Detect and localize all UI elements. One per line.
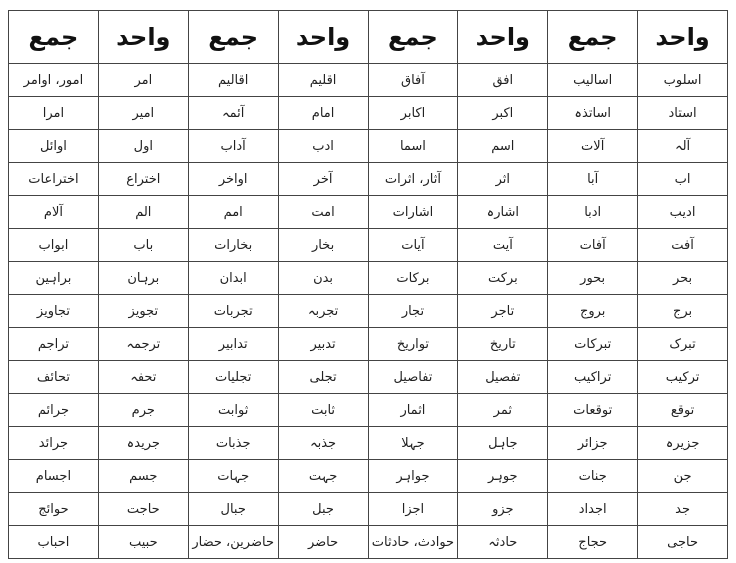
plural-cell: براہین xyxy=(9,262,99,295)
plural-cell: اجداد xyxy=(548,493,638,526)
singular-cell: جہت xyxy=(278,460,368,493)
plural-cell: آلام xyxy=(9,196,99,229)
singular-cell: امر xyxy=(98,64,188,97)
plural-cell: اسما xyxy=(368,130,458,163)
singular-cell: جزیرہ xyxy=(638,427,728,460)
plural-cell: امرا xyxy=(9,97,99,130)
singular-cell: اقلیم xyxy=(278,64,368,97)
singular-cell: حاضر xyxy=(278,526,368,559)
singular-cell: تجربہ xyxy=(278,295,368,328)
singular-cell: حاجت xyxy=(98,493,188,526)
plural-cell: آفات xyxy=(548,229,638,262)
singular-cell: تجلی xyxy=(278,361,368,394)
plural-cell: حوادث، حادثات xyxy=(368,526,458,559)
plural-cell: تجربات xyxy=(188,295,278,328)
plural-cell: اواخر xyxy=(188,163,278,196)
singular-cell: اب xyxy=(638,163,728,196)
singular-cell: تبرک xyxy=(638,328,728,361)
plural-cell: اقالیم xyxy=(188,64,278,97)
header-plural: جمع xyxy=(188,11,278,64)
plural-cell: اسالیب xyxy=(548,64,638,97)
table-row xyxy=(9,295,728,328)
plural-cell: امور، اوامر xyxy=(9,64,99,97)
plural-cell: ابواب xyxy=(9,229,99,262)
singular-cell: جبل xyxy=(278,493,368,526)
plural-cell: جرائم xyxy=(9,394,99,427)
singular-cell: جسم xyxy=(98,460,188,493)
plural-cell: احباب xyxy=(9,526,99,559)
plural-cell: ادبا xyxy=(548,196,638,229)
singular-cell: آلہ xyxy=(638,130,728,163)
plural-cell: اختراعات xyxy=(9,163,99,196)
plural-cell: حاضرین، حضار xyxy=(188,526,278,559)
plural-cell: بحور xyxy=(548,262,638,295)
singular-cell: آیت xyxy=(458,229,548,262)
plural-cell: جنات xyxy=(548,460,638,493)
plural-cell: آداب xyxy=(188,130,278,163)
singular-cell: ثمر xyxy=(458,394,548,427)
singular-cell: جریدہ xyxy=(98,427,188,460)
singular-cell: اختراع xyxy=(98,163,188,196)
singular-cell: ترجمہ xyxy=(98,328,188,361)
plural-cell: جواہر xyxy=(368,460,458,493)
singular-cell: آفت xyxy=(638,229,728,262)
plural-cell: جزائر xyxy=(548,427,638,460)
singular-cell: اثر xyxy=(458,163,548,196)
plural-cell: تجار xyxy=(368,295,458,328)
singular-cell: توقع xyxy=(638,394,728,427)
singular-cell: امت xyxy=(278,196,368,229)
plural-cell: توقعات xyxy=(548,394,638,427)
plural-cell: اساتذہ xyxy=(548,97,638,130)
word-table-container xyxy=(8,10,728,555)
plural-cell: جرائد xyxy=(9,427,99,460)
plural-cell: ابدان xyxy=(188,262,278,295)
table-row xyxy=(9,64,728,97)
table-row xyxy=(9,427,728,460)
singular-cell: اشارہ xyxy=(458,196,548,229)
header-plural: جمع xyxy=(548,11,638,64)
plural-cell: بروج xyxy=(548,295,638,328)
singular-cell: باب xyxy=(98,229,188,262)
header-singular: واحد xyxy=(638,11,728,64)
singular-cell: تفصیل xyxy=(458,361,548,394)
singular-cell: ترکیب xyxy=(638,361,728,394)
plural-cell: تجاویز xyxy=(9,295,99,328)
singular-cell: اکبر xyxy=(458,97,548,130)
plural-cell: اکابر xyxy=(368,97,458,130)
plural-cell: اثمار xyxy=(368,394,458,427)
singular-cell: اسم xyxy=(458,130,548,163)
singular-cell: آخر xyxy=(278,163,368,196)
table-row xyxy=(9,97,728,130)
table-row xyxy=(9,493,728,526)
singular-cell: امام xyxy=(278,97,368,130)
plural-cell: آئمہ xyxy=(188,97,278,130)
table-row xyxy=(9,361,728,394)
singular-cell: افق xyxy=(458,64,548,97)
plural-cell: برکات xyxy=(368,262,458,295)
table-row xyxy=(9,196,728,229)
plural-cell: تدابیر xyxy=(188,328,278,361)
singular-cell: بحر xyxy=(638,262,728,295)
singular-cell: جرم xyxy=(98,394,188,427)
table-row xyxy=(9,394,728,427)
singular-cell: تجویز xyxy=(98,295,188,328)
singular-plural-table xyxy=(8,10,728,559)
plural-cell: اجزا xyxy=(368,493,458,526)
singular-cell: حاجی xyxy=(638,526,728,559)
plural-cell: تواریخ xyxy=(368,328,458,361)
header-singular: واحد xyxy=(278,11,368,64)
singular-cell: بدن xyxy=(278,262,368,295)
plural-cell: تراجم xyxy=(9,328,99,361)
table-body xyxy=(9,64,728,559)
singular-cell: استاد xyxy=(638,97,728,130)
singular-cell: تاجر xyxy=(458,295,548,328)
plural-cell: بخارات xyxy=(188,229,278,262)
header-plural: جمع xyxy=(368,11,458,64)
singular-cell: اول xyxy=(98,130,188,163)
plural-cell: تراکیب xyxy=(548,361,638,394)
singular-cell: ادب xyxy=(278,130,368,163)
header-row xyxy=(9,11,728,64)
plural-cell: جذبات xyxy=(188,427,278,460)
table-row xyxy=(9,460,728,493)
plural-cell: اجسام xyxy=(9,460,99,493)
singular-cell: تدبیر xyxy=(278,328,368,361)
singular-cell: ثابت xyxy=(278,394,368,427)
table-row xyxy=(9,163,728,196)
singular-cell: جزو xyxy=(458,493,548,526)
table-row xyxy=(9,262,728,295)
plural-cell: تحائف xyxy=(9,361,99,394)
header-singular: واحد xyxy=(458,11,548,64)
table-row xyxy=(9,328,728,361)
plural-cell: اشارات xyxy=(368,196,458,229)
header-singular: واحد xyxy=(98,11,188,64)
plural-cell: آلات xyxy=(548,130,638,163)
singular-cell: اسلوب xyxy=(638,64,728,97)
singular-cell: تحفہ xyxy=(98,361,188,394)
singular-cell: جن xyxy=(638,460,728,493)
plural-cell: تفاصیل xyxy=(368,361,458,394)
plural-cell: تجلیات xyxy=(188,361,278,394)
plural-cell: آبا xyxy=(548,163,638,196)
plural-cell: جہلا xyxy=(368,427,458,460)
singular-cell: جاہل xyxy=(458,427,548,460)
table-row xyxy=(9,229,728,262)
table-row xyxy=(9,130,728,163)
singular-cell: حادثہ xyxy=(458,526,548,559)
plural-cell: ثوابت xyxy=(188,394,278,427)
plural-cell: آثار، اثرات xyxy=(368,163,458,196)
singular-cell: جد xyxy=(638,493,728,526)
singular-cell: جذبہ xyxy=(278,427,368,460)
singular-cell: برج xyxy=(638,295,728,328)
plural-cell: حجاج xyxy=(548,526,638,559)
singular-cell: جوہر xyxy=(458,460,548,493)
singular-cell: حبیب xyxy=(98,526,188,559)
plural-cell: جبال xyxy=(188,493,278,526)
plural-cell: اوائل xyxy=(9,130,99,163)
singular-cell: امیر xyxy=(98,97,188,130)
singular-cell: ادیب xyxy=(638,196,728,229)
singular-cell: تاریخ xyxy=(458,328,548,361)
plural-cell: تبرکات xyxy=(548,328,638,361)
table-row xyxy=(9,526,728,559)
plural-cell: جہات xyxy=(188,460,278,493)
singular-cell: برکت xyxy=(458,262,548,295)
header-plural: جمع xyxy=(9,11,99,64)
plural-cell: امم xyxy=(188,196,278,229)
plural-cell: آفاق xyxy=(368,64,458,97)
singular-cell: الم xyxy=(98,196,188,229)
plural-cell: آیات xyxy=(368,229,458,262)
plural-cell: حوائج xyxy=(9,493,99,526)
singular-cell: برہان xyxy=(98,262,188,295)
singular-cell: بخار xyxy=(278,229,368,262)
